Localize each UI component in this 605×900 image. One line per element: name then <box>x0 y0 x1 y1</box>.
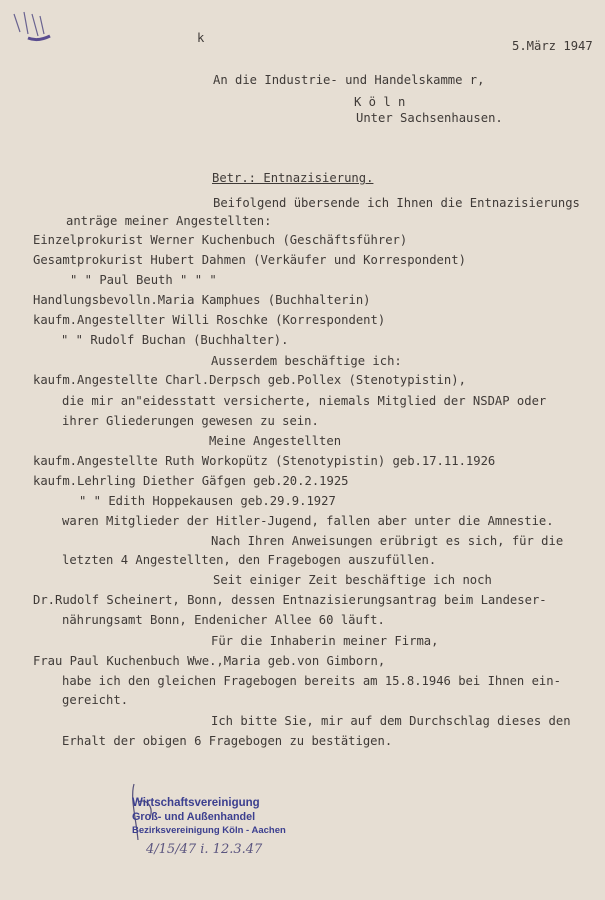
subject-line: Betr.: Entnazisierung. <box>212 171 374 185</box>
body-line: ihrer Gliederungen gewesen zu sein. <box>62 414 319 428</box>
letter-date: 5.März 1947 <box>512 39 593 53</box>
body-line: kaufm.Angestellter Willi Roschke (Korrespondent) <box>33 313 386 327</box>
body-line: Erhalt der obigen 6 Fragebogen zu bestätigen. <box>62 734 393 748</box>
body-line: Beifolgend übersende ich Ihnen die Entnazisierungs <box>213 196 580 210</box>
body-line: Ich bitte Sie, mir auf dem Durchschlag dieses den <box>211 714 571 728</box>
body-line: die mir an"eidesstatt versicherte, niemals Mitglied der NSDAP oder <box>62 394 547 408</box>
body-line: kaufm.Lehrling Diether Gäfgen geb.20.2.1925 <box>33 474 349 488</box>
recipient-line-2: K ö l n <box>354 95 406 109</box>
body-line: habe ich den gleichen Fragebogen bereits am 15.8.1946 bei Ihnen ein- <box>62 674 561 688</box>
body-line: Für die Inhaberin meiner Firma, <box>211 634 439 648</box>
body-line: Seit einiger Zeit beschäftige ich noch <box>213 573 492 587</box>
body-line: Frau Paul Kuchenbuch Wwe.,Maria geb.von Gimborn, <box>33 654 386 668</box>
body-line: Dr.Rudolf Scheinert, Bonn, dessen Entnazisierungsantrag beim Landeser- <box>33 593 547 607</box>
body-line: " " Edith Hoppekausen geb.29.9.1927 <box>79 494 336 508</box>
body-line: Ausserdem beschäftige ich: <box>211 354 402 368</box>
body-line: Meine Angestellten <box>209 434 342 448</box>
stamp-line-1: Wirtschaftsvereinigung <box>132 797 260 809</box>
body-line: Nach Ihren Anweisungen erübrigt es sich, für die <box>211 534 564 548</box>
company-stamp <box>132 796 286 837</box>
reference-mark: k <box>197 31 205 45</box>
body-line: gereicht. <box>62 693 129 707</box>
body-line: Gesamtprokurist Hubert Dahmen (Verkäufer und Korrespondent) <box>33 253 466 267</box>
recipient-line-1: An die Industrie- und Handelskamme r, <box>213 73 485 87</box>
stamp-line-3: Bezirksvereinigung Köln - Aachen <box>132 825 286 836</box>
body-line: Einzelprokurist Werner Kuchenbuch (Geschäftsführer) <box>33 233 408 247</box>
stamp-line-2: Groß- und Außenhandel <box>132 811 256 823</box>
corner-ink-mark <box>10 10 60 44</box>
body-line: anträge meiner Angestellten: <box>66 214 272 228</box>
body-line: Handlungsbevolln.Maria Kamphues (Buchhalterin) <box>33 293 371 307</box>
body-line: nährungsamt Bonn, Endenicher Allee 60 läuft. <box>62 613 385 627</box>
handwritten-annotation: 4/15/47 i. 12.3.47 <box>146 842 263 857</box>
body-line: " " Rudolf Buchan (Buchhalter). <box>61 333 289 347</box>
body-line: kaufm.Angestellte Ruth Workopütz (Stenotypistin) geb.17.11.1926 <box>33 454 496 468</box>
body-line: letzten 4 Angestellten, den Fragebogen auszufüllen. <box>62 553 437 567</box>
body-line: waren Mitglieder der Hitler-Jugend, fallen aber unter die Amnestie. <box>62 514 554 528</box>
body-line: kaufm.Angestellte Charl.Derpsch geb.Pollex (Stenotypistin), <box>33 373 466 387</box>
recipient-line-3: Unter Sachsenhausen. <box>356 111 503 125</box>
body-line: " " Paul Beuth " " " <box>70 273 217 287</box>
